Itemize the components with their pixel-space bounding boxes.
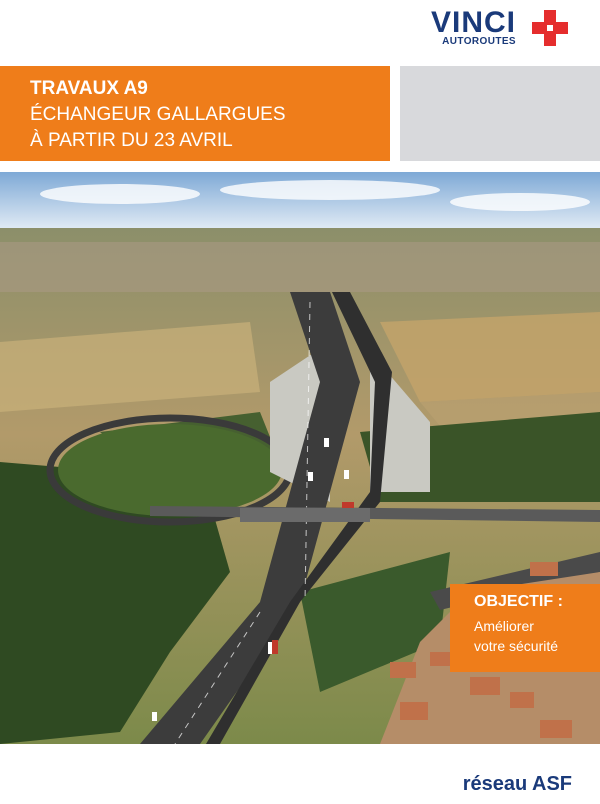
objective-text-line-1: Améliorer xyxy=(474,618,534,634)
objective-callout xyxy=(450,584,600,672)
objective-title: OBJECTIF : xyxy=(474,593,563,610)
network-label: réseau ASF xyxy=(462,773,572,795)
logo-subtitle: AUTOROUTES xyxy=(442,36,516,47)
vinci-cross-icon xyxy=(528,6,572,50)
title-line-1: TRAVAUX A9 xyxy=(30,78,148,99)
decorative-grey-block xyxy=(400,66,600,161)
vinci-autoroutes-logo xyxy=(404,6,572,48)
title-line-2: ÉCHANGEUR GALLARGUES xyxy=(30,104,286,125)
title-line-3: À PARTIR DU 23 AVRIL xyxy=(30,130,233,151)
title-text xyxy=(30,76,286,154)
objective-text-line-2: votre sécurité xyxy=(474,638,559,654)
logo-wordmark: VINCI xyxy=(430,6,516,39)
